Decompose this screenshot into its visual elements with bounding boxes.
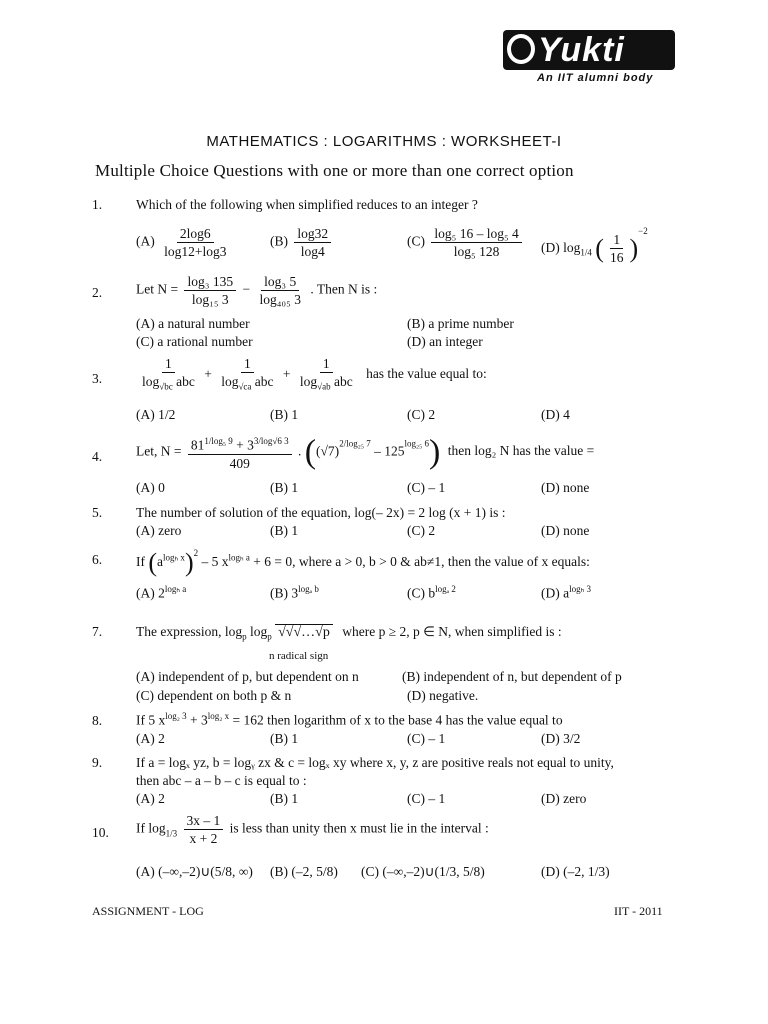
worksheet-subtitle: Multiple Choice Questions with one or more than one correct option [95, 161, 574, 180]
question-number: 3. [92, 371, 103, 386]
question-text: If $(a^{log_h x})^2 - 5$ $x^{log_h a} + 6 = 0$, where a > 0, b > 0 & ab≠1, then the value of x equals: [136, 547, 590, 577]
option-c: (C) – 1 [407, 791, 446, 806]
fraction: $\frac{\text{log₅ 16 – log₅ 4}}{\text{log₅ 128}}$ [431, 226, 521, 259]
question-text: $\frac{1}{\log_{√bc} abc}$ + $\frac{1}{\log_{√ca} abc}$ + $\frac{1}{\log_{√ab} abc}$ has the value equal to: [142, 356, 487, 392]
option-a: (A) independent of p, but dependent on n [136, 669, 359, 684]
option-b: (B) (–2, 5/8) [270, 864, 338, 879]
brand-name: Yukti [538, 31, 625, 69]
option-c: (C) a rational number [136, 334, 253, 349]
question-number: 8. [92, 713, 103, 728]
question-number: 7. [92, 624, 103, 639]
option-c: (C) – 1 [407, 731, 446, 746]
option-a: (A) $2^{log_h a}$ [136, 584, 187, 601]
option-label: (B) [270, 233, 288, 249]
option-c: (C) 2 [407, 407, 436, 422]
question-text-continued: then abc – a – b – c is equal to : [136, 773, 307, 788]
option-b: (B) 1 [270, 523, 299, 538]
option-d: (D) none [541, 523, 590, 538]
question-number: 4. [92, 449, 103, 464]
question-text: If a = logₓ yz, b = logᵧ zx & c = logₓ xy where x, y, z are positive reals not equal to unity, [136, 755, 614, 770]
brand-tagline: An IIT alumni body [537, 72, 654, 84]
worksheet-title: MATHEMATICS : LOGARITHMS : WORKSHEET-I [206, 133, 562, 150]
option-label: (C) [407, 233, 425, 249]
option-a: (A) zero [136, 523, 182, 538]
question-number: 10. [92, 825, 109, 840]
radical-caption: n radical sign [269, 650, 329, 662]
option-a: (A) a natural number [136, 316, 250, 331]
option-b: (B) 1 [270, 791, 299, 806]
question-text: Which of the following when simplified reduces to an integer ? [136, 197, 478, 212]
option-c: (C) 2 [407, 523, 436, 538]
question-text: Let, N = $\frac{81^{1/log_5 9} + 3^{3/log√6 3}}{409}$ . $((√7)^{2/log_{25} 7} - 125^{log_{25} 6})$ then log₂ N has the value = [136, 433, 595, 471]
option-c: (C) dependent on both p & n [136, 688, 292, 703]
option-b: (B) 1 [270, 731, 299, 746]
nested-radical: √√√…√p [275, 624, 333, 641]
option-d: (D) 3/2 [541, 731, 581, 746]
option-b [270, 226, 334, 259]
option-d: (D) negative. [407, 688, 479, 703]
option-a: (A) 2 [136, 731, 165, 746]
question-number: 6. [92, 552, 103, 567]
option-d: (D) $a^{log_h 3}$ [541, 584, 591, 601]
option-a: (A) (–∞,–2)∪(5/8, ∞) [136, 864, 253, 879]
option-label: (A) [136, 233, 155, 249]
option-a [136, 226, 233, 259]
option-b: (B) a prime number [407, 316, 514, 331]
question-number: 2. [92, 285, 103, 300]
fraction: $\frac{1}{16}$ [609, 232, 624, 266]
option-c [407, 226, 525, 259]
option-c: (C) (–∞,–2)∪(1/3, 5/8) [361, 864, 485, 879]
footer-left: ASSIGNMENT - LOG [92, 904, 204, 918]
question-text: Let N = $\frac{\text{log₃ 135}}{\text{log₁₅ 3}}$ − $\frac{\text{log₃ 5}}{\text{log₄₀₅ 3}}$ . Then N is : [136, 274, 378, 307]
footer-right: IIT - 2011 [614, 904, 663, 918]
question-number: 1. [92, 197, 103, 212]
brand-logo-mark [507, 34, 535, 64]
question-text: The number of solution of the equation, log(– 2x) = 2 log (x + 1) is : [136, 505, 506, 520]
option-d: (D) 4 [541, 407, 570, 422]
option-d: (D) an integer [407, 334, 483, 349]
fraction: $\frac{2\log 6}{\log 12+\log 3}$ [164, 226, 227, 259]
option-c: (C) $b^{log_a 2}$ [407, 584, 456, 601]
option-b: (B) 1 [270, 407, 299, 422]
question-text: The expression, $\log_p \log_p$ √√√…√p where p ≥ 2, p ∈ N, when simplified is : [136, 624, 562, 642]
option-b: (B) $3^{log_a b}$ [270, 584, 319, 601]
option-b: (B) independent of n, but dependent of p [402, 669, 622, 684]
option-d: (D) $\log_{1/4}$ ( $\frac{1}{16}$ )$^{-2}$ [541, 226, 648, 266]
option-b: (B) 1 [270, 480, 299, 495]
option-c: (C) – 1 [407, 480, 446, 495]
option-d: (D) (–2, 1/3) [541, 864, 610, 879]
option-label: (D) [541, 240, 560, 255]
option-d: (D) none [541, 480, 590, 495]
question-number: 9. [92, 755, 103, 770]
option-d: (D) zero [541, 791, 587, 806]
question-number: 5. [92, 505, 103, 520]
option-a: (A) 1/2 [136, 407, 176, 422]
fraction: $\frac{\log 32}{\log 4}$ [294, 226, 331, 259]
option-a: (A) 0 [136, 480, 165, 495]
option-a: (A) 2 [136, 791, 165, 806]
question-text: If 5 $x^{log_2 3} + 3^{log_2 x} = 162$ then logarithm of x to the base 4 has the value equal to [136, 711, 563, 728]
question-text: If $\log_{1/3}$ $\frac{3x - 1}{x + 2}$ is less than unity then x must lie in the interval : [136, 813, 489, 846]
